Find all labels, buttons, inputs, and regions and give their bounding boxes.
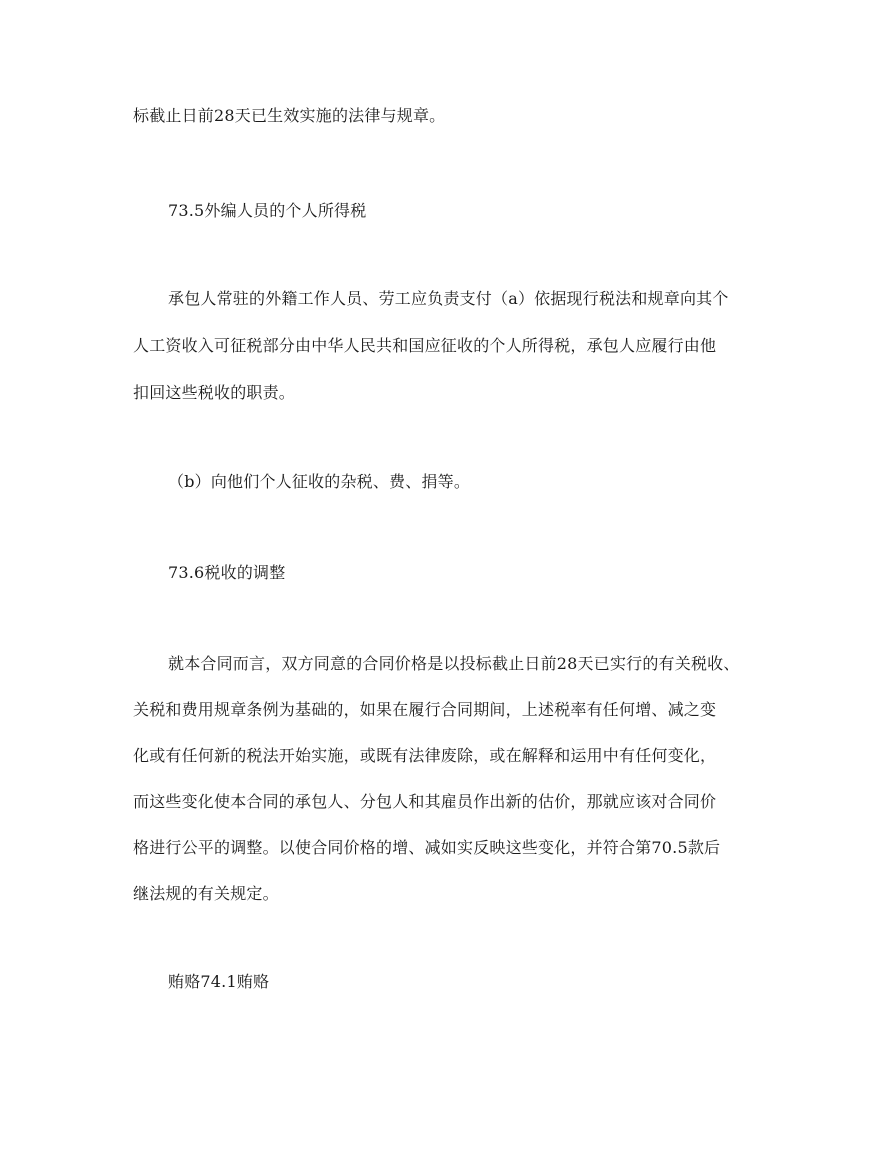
paragraph-line: 继法规的有关规定。 [133,884,279,903]
paragraph-line: 格进行公平的调整。以使合同价格的增、减如实反映这些变化，并符合第70.5款后 [133,838,721,857]
section-heading-74-1: 贿赂74.1贿赂 [168,972,270,991]
paragraph-line: 标截止日前28天已生效实施的法律与规章。 [133,106,446,125]
paragraph-line: （b）向他们个人征收的杂税、费、捐等。 [168,472,471,491]
section-heading-73-5: 73.5外编人员的个人所得税 [168,201,367,220]
paragraph-line: 人工资收入可征税部分由中华人民共和国应征收的个人所得税，承包人应履行由他 [133,336,717,355]
paragraph-line: 而这些变化使本合同的承包人、分包人和其雇员作出新的估价，那就应该对合同价 [133,792,717,811]
paragraph-line: 承包人常驻的外籍工作人员、劳工应负责支付（a）依据现行税法和规章向其个 [168,289,729,308]
section-heading-73-6: 73.6税收的调整 [168,563,286,582]
paragraph-line: 扣回这些税收的职责。 [133,383,296,402]
paragraph-line: 就本合同而言，双方同意的合同价格是以投标截止日前28天已实行的有关税收、 [168,654,740,673]
paragraph-line: 关税和费用规章条例为基础的，如果在履行合同期间，上述税率有任何增、减之变 [133,700,717,719]
paragraph-line: 化或有任何新的税法开始实施，或既有法律废除，或在解释和运用中有任何变化， [133,746,717,765]
